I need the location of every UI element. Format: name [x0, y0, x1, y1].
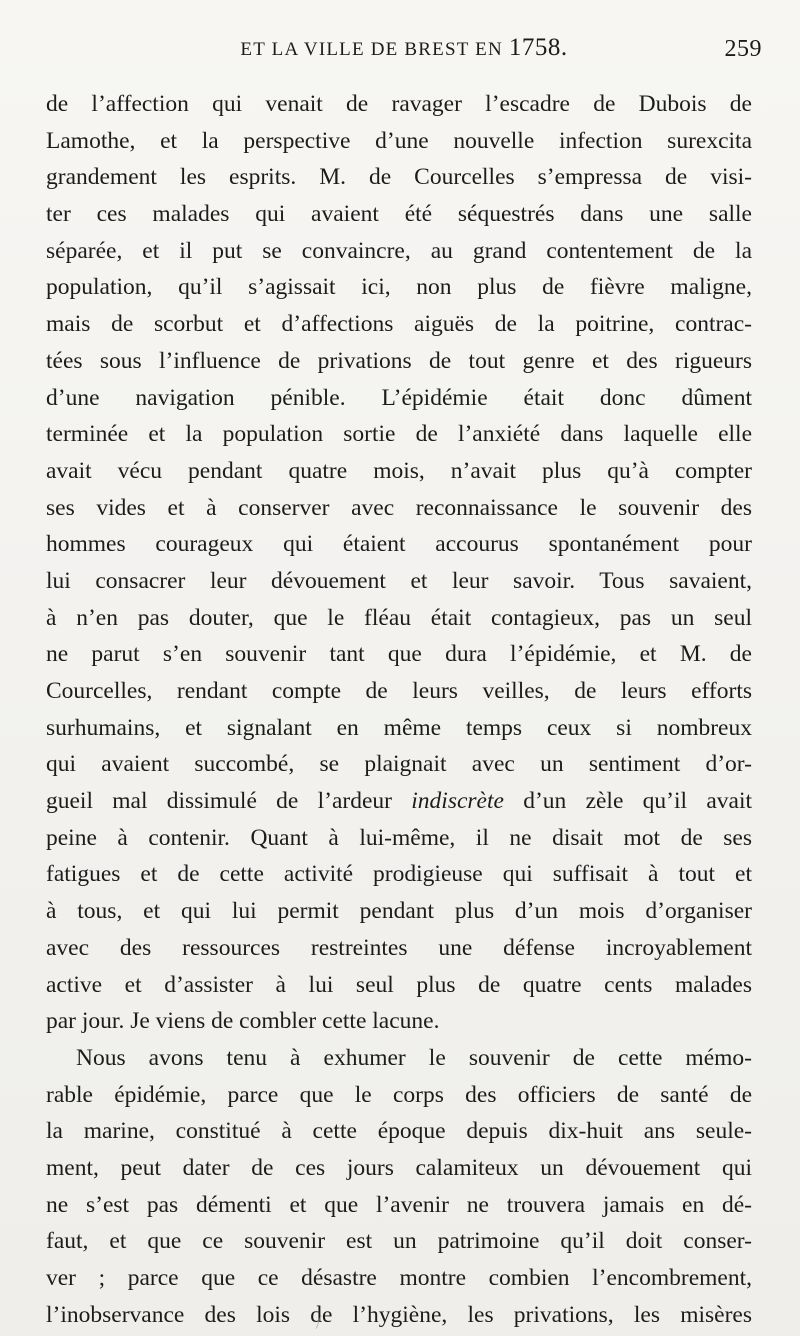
text-line: Lamothe, et la perspective d’une nouvelle infection surexcita — [46, 127, 752, 154]
text-line: surhumains, et signalant en même temps ceux si nombreux — [46, 714, 752, 741]
text-line: ne parut s’en souvenir tant que dura l’épidémie, et M. de — [46, 641, 752, 668]
text-line: avec des ressources restreintes une défense incroyablement — [46, 934, 752, 961]
text-line: Courcelles, rendant compte de leurs veilles, de leurs efforts — [46, 678, 752, 704]
text-line: séparée, et il put se convaincre, au grand contentement de la — [46, 237, 752, 264]
text-line: active et d’assister à lui seul plus de quatre cents malades — [46, 971, 752, 998]
text-line: à n’en pas douter, que le fléau était contagieux, pas un seul — [46, 604, 752, 631]
text-line: tées sous l’influence de privations de tout genre et des rigueurs — [46, 347, 752, 374]
text-line: hommes courageux qui étaient accourus spontanément pour — [46, 531, 752, 558]
page-number: 259 — [724, 36, 762, 62]
text-line: grandement les esprits. M. de Courcelles s’empressa de visi- — [46, 164, 752, 191]
body-text — [46, 86, 752, 1333]
page-header — [46, 34, 762, 70]
text-line: ne s’est pas démenti et que l’avenir ne trouvera jamais en dé- — [46, 1191, 752, 1218]
text-line: à tous, et qui lui permit pendant plus d’un mois d’organiser — [46, 898, 752, 925]
running-head-year: 1758. — [508, 34, 568, 61]
text-line: ses vides et à conserver avec reconnaissance le souvenir des — [46, 494, 752, 521]
text-line: ter ces malades qui avaient été séquestrés dans une salle — [46, 201, 752, 228]
text-line: faut, et que ce souvenir est un patrimoine qu’il doit conser- — [46, 1228, 752, 1255]
text-line: d’une navigation pénible. L’épidémie était donc dûment — [46, 384, 752, 411]
text-line: population, qu’il s’agissait ici, non plus de fièvre maligne, — [46, 274, 752, 301]
text-line: mais de scorbut et d’affections aiguës de la poitrine, contrac- — [46, 311, 752, 338]
text-segment: gueil mal dissimulé de l’ardeur — [46, 788, 412, 815]
text-line: avait vécu pendant quatre mois, n’avait plus qu’à compter — [46, 457, 752, 484]
text-line: fatigues et de cette activité prodigieuse qui suffisait à tout et — [46, 861, 752, 888]
text-line: l’inobservance des lois de l’hygiène, les privations, les misères — [46, 1301, 752, 1328]
text-line: la marine, constitué à cette époque depuis dix-huit ans seule- — [46, 1118, 752, 1145]
text-line: lui consacrer leur dévouement et leur savoir. Tous savaient, — [46, 567, 752, 594]
text-line: qui avaient succombé, se plaignait avec un sentiment d’or- — [46, 751, 752, 778]
text-segment: d’un zèle qu’il avait — [503, 788, 752, 815]
text-line: rable épidémie, parce que le corps des officiers de santé de — [46, 1081, 752, 1108]
text-line: ver ; parce que ce désastre montre combien l’encombrement, — [46, 1265, 752, 1291]
text-line: de l’affection qui venait de ravager l’escadre de Dubois de — [46, 91, 752, 117]
paragraph-end-line: par jour. Je viens de combler cette lacune. — [46, 1008, 440, 1035]
text-line: terminée et la population sortie de l’anxiété dans laquelle elle — [46, 421, 752, 448]
paragraph-start-line: Nous avons tenu à exhumer le souvenir de cette mémo- — [76, 1044, 752, 1071]
running-head-text: ET LA VILLE DE BREST EN — [240, 39, 509, 60]
italic-word: indiscrète — [411, 788, 504, 815]
text-line: ment, peut dater de ces jours calamiteux un dévouement qui — [46, 1154, 752, 1181]
text-line-with-italic — [46, 783, 752, 820]
running-head — [46, 34, 762, 62]
text-line: peine à contenir. Quant à lui-même, il ne disait mot de ses — [46, 824, 752, 851]
